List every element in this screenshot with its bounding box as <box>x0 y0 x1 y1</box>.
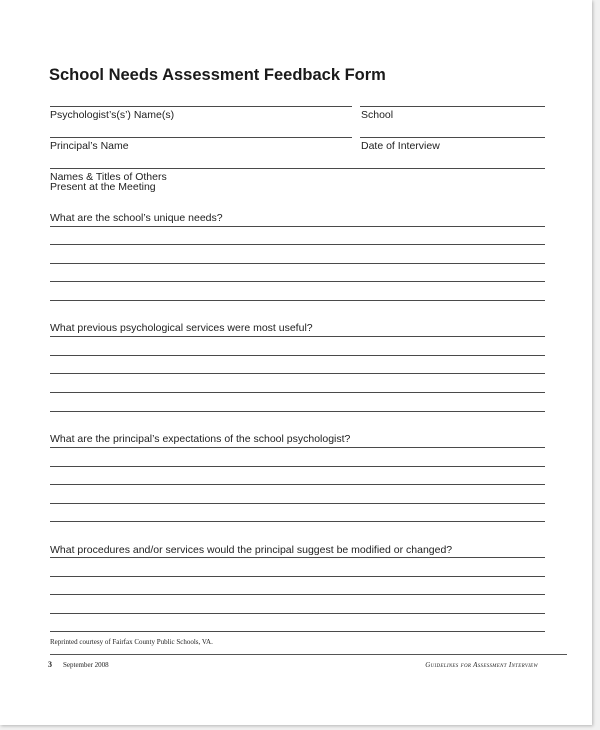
principal-name-line <box>50 137 352 138</box>
psychologist-name-label: Psychologist’s(s’) Name(s) <box>50 109 175 121</box>
interview-date-line <box>360 137 545 138</box>
answer-line <box>50 503 545 504</box>
answer-line <box>50 411 545 412</box>
others-present-label-line1: Names & Titles of Others <box>50 171 167 183</box>
interview-date-label: Date of Interview <box>361 140 440 152</box>
school-label: School <box>361 109 394 121</box>
question-principal-expectations: What are the principal’s expectations of the school psychologist? <box>50 433 351 445</box>
answer-line <box>50 447 545 448</box>
question-modifications: What procedures and/or services would the principal suggest be modified or changed? <box>50 544 453 556</box>
answer-line <box>50 466 545 467</box>
answer-line <box>50 576 545 577</box>
footer-date: September 2008 <box>63 661 109 669</box>
page-number: 3 <box>48 660 52 669</box>
form-title: School Needs Assessment Feedback Form <box>49 66 386 84</box>
others-present-label-line2: Present at the Meeting <box>50 181 156 193</box>
answer-line <box>50 336 545 337</box>
footer-divider <box>50 654 567 655</box>
reprint-credit: Reprinted courtesy of Fairfax County Public Schools, VA. <box>50 638 213 646</box>
answer-line <box>50 392 545 393</box>
answer-line <box>50 631 545 632</box>
answer-line <box>50 226 545 227</box>
answer-line <box>50 594 545 595</box>
psychologist-name-line <box>50 106 352 107</box>
school-line <box>360 106 545 107</box>
question-useful-services: What previous psychological services were most useful? <box>50 322 313 334</box>
answer-line <box>50 281 545 282</box>
question-unique-needs: What are the school’s unique needs? <box>50 212 223 224</box>
principal-name-label: Principal’s Name <box>50 140 129 152</box>
answer-line <box>50 484 545 485</box>
answer-line <box>50 300 545 301</box>
answer-line <box>50 355 545 356</box>
answer-line <box>50 557 545 558</box>
footer-guide-title: Guidelines for Assessment Interview <box>425 661 538 669</box>
others-present-line <box>50 168 545 169</box>
answer-line <box>50 373 545 374</box>
answer-line <box>50 263 545 264</box>
answer-line <box>50 613 545 614</box>
answer-line <box>50 244 545 245</box>
answer-line <box>50 521 545 522</box>
